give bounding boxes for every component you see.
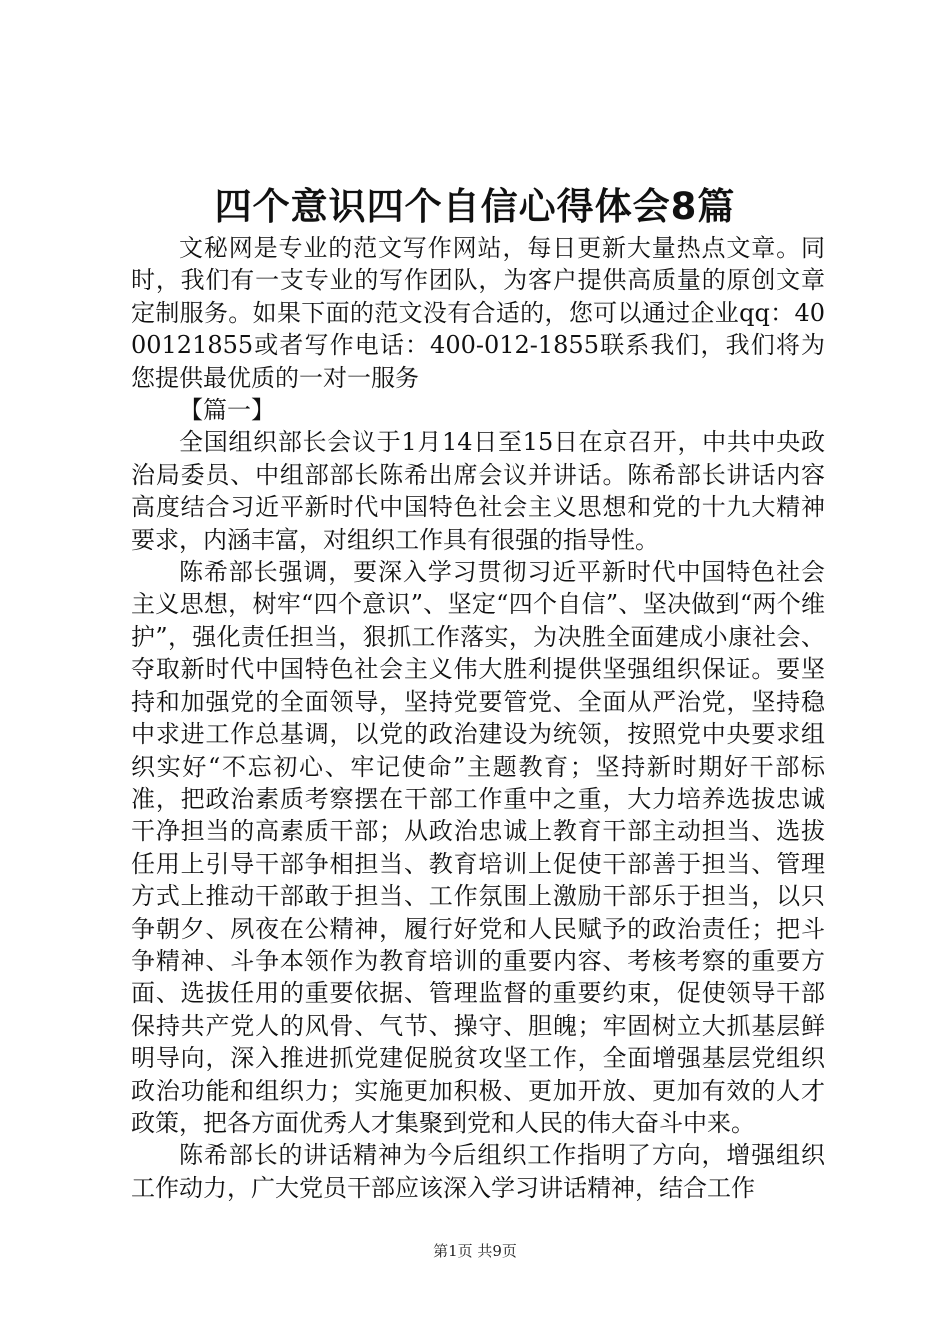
body-paragraph: 陈希部长强调，要深入学习贯彻习近平新时代中国特色社会主义思想，树牢“四个意识”、坚定“四个自信”、坚决做到“两个维护”，强化责任担当，狠抓工作落实，为决胜全面建成小康社会、夺取新时代中国特色社会主义伟大胜利提供坚强组织保证。要坚持和加强党的全面领导，坚持党要管党、全面从严治党，坚持稳中求进工作总基调，以党的政治建设为统领，按照党中央要求组织实好“不忘初心、牢记使命”主题教育；坚持新时期好干部标准，把政治素质考察摆在干部工作重中之重，大力培养选拔忠诚干净担当的高素质干部；从政治忠诚上教育干部主动担当、选拔任用上引导干部争相担当、教育培训上促使干部善于担当、管理方式上推动干部敢于担当、工作氛围上激励干部乐于担当，以只争朝夕、夙夜在公精神，履行好党和人民赋予的政治责任；把斗争精神、斗争本领作为教育培训的重要内容、考核考察的重要方面、选拔任用的重要依据、管理监督的重要约束，促使领导干部保持共产党人的风骨、气节、操守、胆魄；牢固树立大抓基层鲜明导向，深入推进抓党建促脱贫攻坚工作，全面增强基层党组织政治功能和组织力；实施更加积极、更加开放、更加有效的人才政策，把各方面优秀人才集聚到党和人民的伟大奋斗中来。 [131,558,825,1137]
document-body [131,232,825,1204]
body-paragraph: 陈希部长的讲话精神为今后组织工作指明了方向，增强组织工作动力，广大党员干部应该深入学习讲话精神，结合工作 [131,1141,825,1202]
section-heading: 【篇一】 [179,396,275,425]
intro-paragraph: 文秘网是专业的范文写作网站，每日更新大量热点文章。同时，我们有一支专业的写作团队，为客户提供高质量的原创文章定制服务。如果下面的范文没有合适的，您可以通过企业qq：4000121855或者写作电话：400-012-1855联系我们，我们将为您提供最优质的一对一服务 [131,234,825,392]
body-paragraph: 全国组织部长会议于1月14日至15日在京召开，中共中央政治局委员、中组部部长陈希出席会议并讲话。陈希部长讲话内容高度结合习近平新时代中国特色社会主义思想和党的十九大精神要求，内涵丰富，对组织工作具有很强的指导性。 [131,428,825,554]
document-title: 四个意识四个自信心得体会8篇 [214,185,736,228]
page-number-footer: 第1页 共9页 [433,1242,517,1260]
